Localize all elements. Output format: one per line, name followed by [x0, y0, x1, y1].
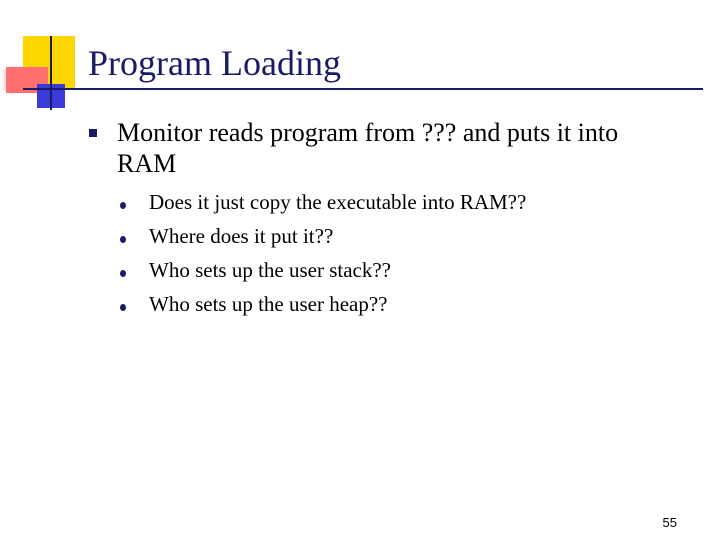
- main-bullet-text: Monitor reads program from ??? and puts it into RAM: [117, 118, 619, 178]
- ornament-vertical-line: [50, 36, 52, 110]
- title-underline: [23, 88, 703, 90]
- page-number: 55: [662, 515, 677, 530]
- sub-bullet-text: Who sets up the user heap??: [149, 292, 388, 316]
- sub-bullet-text: Who sets up the user stack??: [149, 258, 392, 282]
- square-bullet-icon: [89, 129, 97, 137]
- sub-bullet-text: Does it just copy the executable into RAM??: [149, 190, 527, 214]
- round-bullet-icon: [120, 236, 126, 243]
- round-bullet-icon: [120, 202, 126, 209]
- round-bullet-icon: [120, 304, 126, 311]
- sub-bullet-text: Where does it put it??: [149, 224, 334, 248]
- slide-title: Program Loading: [88, 43, 341, 83]
- corner-ornament: [0, 0, 90, 115]
- round-bullet-icon: [120, 270, 126, 277]
